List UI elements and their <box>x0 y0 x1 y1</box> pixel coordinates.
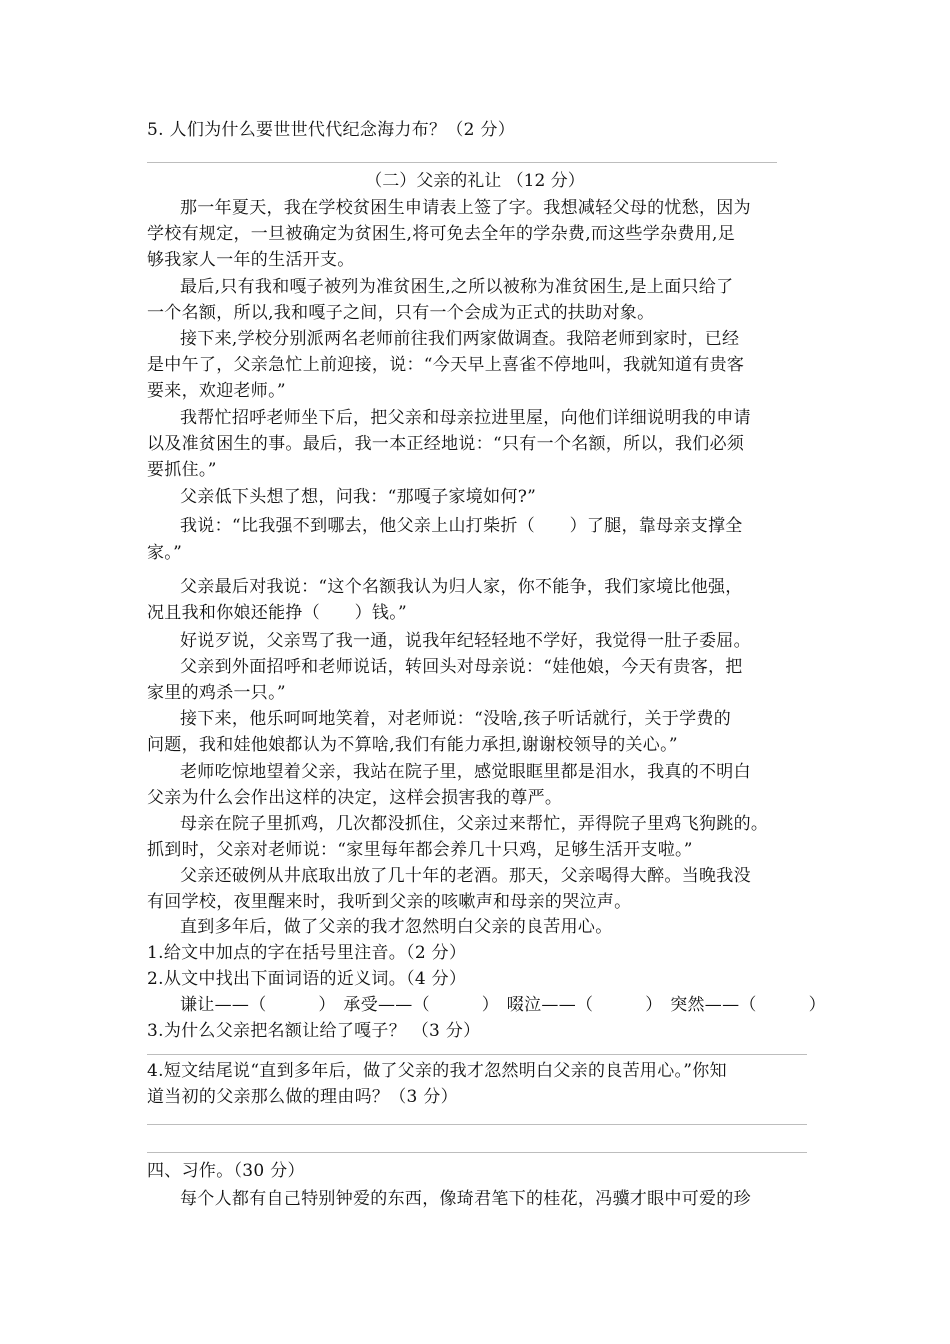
question-1: 1.给文中加点的字在括号里注音。（2 分） <box>147 943 467 963</box>
question-4-cont: 道当初的父亲那么做的理由吗？（3 分） <box>147 1087 458 1107</box>
passage-line: 父亲最后对我说：“这个名额我认为归人家，你不能争，我们家境比他强， <box>180 577 743 597</box>
question-4: 4.短文结尾说“直到多年后，做了父亲的我才忽然明白父亲的良苦用心。”你知 <box>147 1061 727 1081</box>
passage-line: 父亲到外面招呼和老师说话，转回头对母亲说：“娃他娘，今天有贵客，把 <box>180 657 743 677</box>
passage-line: 接下来，他乐呵呵地笑着，对老师说：“没啥,孩子听话就行，关于学费的 <box>180 709 731 729</box>
passage-line: 家。” <box>147 543 183 563</box>
passage-line: 我说：“比我强不到哪去，他父亲上山打柴折（ ）了腿，靠母亲支撑全 <box>180 516 743 536</box>
passage-line: 我帮忙招呼老师坐下后，把父亲和母亲拉进里屋，向他们详细说明我的申请 <box>180 408 751 428</box>
passage-line: 直到多年后，做了父亲的我才忽然明白父亲的良苦用心。 <box>180 917 613 937</box>
passage-line: 一个名额，所以,我和嘎子之间，只有一个会成为正式的扶助对象。 <box>147 303 655 323</box>
question-2: 2.从文中找出下面词语的近义词。（4 分） <box>147 969 467 989</box>
passage-line: 要抓住。” <box>147 460 217 480</box>
passage-line: 好说歹说，父亲骂了我一通，说我年纪轻轻地不学好，我觉得一肚子委屈。 <box>180 631 751 651</box>
passage-line: 要来，欢迎老师。” <box>147 381 286 401</box>
answer-line <box>147 1152 807 1153</box>
passage-line: 父亲为什么会作出这样的决定，这样会损害我的尊严。 <box>147 788 563 808</box>
section-title: （二）父亲的礼让 （12 分） <box>365 171 585 191</box>
question-3: 3.为什么父亲把名额让给了嘎子？ （3 分） <box>147 1021 481 1041</box>
passage-line: 问题，我和娃他娘都认为不算啥,我们有能力承担,谢谢校领导的关心。” <box>147 735 678 755</box>
answer-line <box>147 162 777 163</box>
passage-line: 以及准贫困生的事。最后，我一本正经地说：“只有一个名额，所以，我们必须 <box>147 434 745 454</box>
synonym-blanks: 谦让——（ ） 承受——（ ） 啜泣——（ ） 突然——（ ） <box>180 995 826 1015</box>
passage-line: 老师吃惊地望着父亲，我站在院子里，感觉眼眶里都是泪水，我真的不明白 <box>180 762 751 782</box>
section-4-heading: 四、习作。（30 分） <box>147 1161 305 1181</box>
passage-line: 母亲在院子里抓鸡，几次都没抓住，父亲过来帮忙，弄得院子里鸡飞狗跳的。 <box>180 814 769 834</box>
passage-line: 接下来,学校分别派两名老师前往我们两家做调查。我陪老师到家时，已经 <box>180 329 740 349</box>
passage-line: 是中午了，父亲急忙上前迎接，说：“今天早上喜雀不停地叫，我就知道有贵客 <box>147 355 745 375</box>
passage-line: 那一年夏天，我在学校贫困生申请表上签了字。我想减轻父母的忧愁，因为 <box>180 198 751 218</box>
passage-line: 够我家人一年的生活开支。 <box>147 250 355 270</box>
passage-line: 父亲低下头想了想，问我：“那嘎子家境如何?” <box>180 487 537 507</box>
question-5: 5. 人们为什么要世世代代纪念海力布？（2 分） <box>147 120 516 140</box>
passage-line: 最后,只有我和嘎子被列为准贫困生,之所以被称为准贫困生,是上面只给了 <box>180 277 734 297</box>
passage-line: 有回学校，夜里醒来时，我听到父亲的咳嗽声和母亲的哭泣声。 <box>147 892 632 912</box>
passage-line: 况且我和你娘还能挣（ ）钱。” <box>147 603 407 623</box>
composition-prompt: 每个人都有自己特别钟爱的东西，像琦君笔下的桂花，冯骥才眼中可爱的珍 <box>180 1189 751 1209</box>
answer-line <box>147 1054 807 1055</box>
answer-line <box>147 1124 807 1125</box>
passage-line: 父亲还破例从井底取出放了几十年的老酒。那天，父亲喝得大醉。当晚我没 <box>180 866 751 886</box>
passage-line: 学校有规定，一旦被确定为贫困生,将可免去全年的学杂费,而这些学杂费用,足 <box>147 224 736 244</box>
passage-line: 抓到时，父亲对老师说：“家里每年都会养几十只鸡，足够生活开支啦。” <box>147 840 693 860</box>
passage-line: 家里的鸡杀一只。” <box>147 683 286 703</box>
